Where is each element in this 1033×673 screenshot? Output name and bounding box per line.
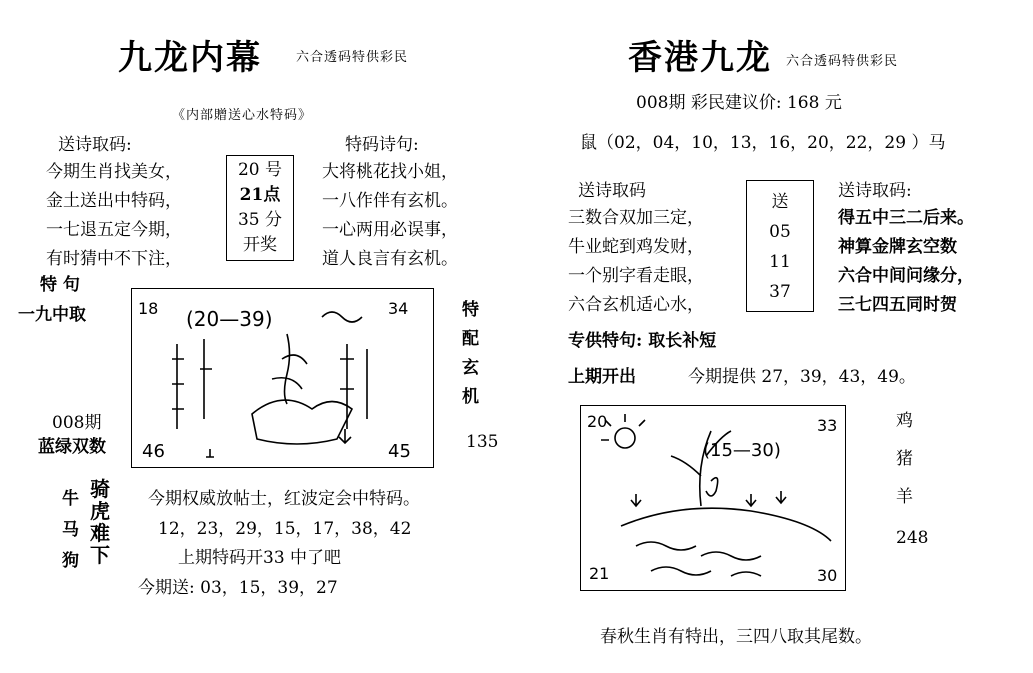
- right-hand-drawing: [580, 405, 846, 591]
- side-char: 猪: [896, 449, 913, 469]
- poem-line: 一个别字看走眼，: [568, 266, 704, 286]
- poem-line: 得五中三二后来。: [838, 208, 974, 228]
- left-poem-label: 送诗取码:: [58, 135, 132, 155]
- pic-label-tr: 34: [388, 299, 409, 318]
- side-char: 鸡: [896, 411, 913, 431]
- pic-label-tl: 18: [138, 299, 159, 318]
- pic-label-bl: 21: [589, 564, 610, 583]
- right-shu-line: 鼠（02，04，10，13，16，20，22，29 ）马: [580, 133, 946, 153]
- right-poem-right: [838, 204, 974, 320]
- right-side-num: 248: [896, 528, 929, 548]
- left-line4: 今期送: 03，15，39，27: [138, 578, 338, 598]
- left-special-poem: [322, 158, 458, 274]
- right-special: 专供特句: 取长补短: [568, 331, 717, 351]
- poem-line: 道人良言有玄机。: [322, 249, 458, 269]
- right-send-box: [746, 180, 814, 312]
- zodiac-char: 狗: [62, 551, 79, 571]
- poem-line: 神算金牌玄空数: [838, 237, 957, 257]
- left-te-ju: 特 句: [40, 275, 80, 295]
- pic-label-range: (20—39): [186, 307, 273, 331]
- left-riddle-col: [90, 478, 110, 566]
- riddle-char: 难: [90, 521, 110, 545]
- pic-label-br: 30: [817, 566, 838, 585]
- box-line: 05: [769, 222, 791, 242]
- poem-line: 三七四五同时贺: [838, 295, 957, 315]
- left-note: 《内部贈送心水特码》: [172, 108, 313, 123]
- poem-line: 六合中间问缘分，: [838, 266, 974, 286]
- box-line: 送: [771, 192, 789, 212]
- zodiac-char: 马: [62, 520, 79, 540]
- side-char: 羊: [896, 487, 913, 507]
- left-sketch-svg: [132, 289, 433, 467]
- side-char: 特: [462, 300, 479, 320]
- pic-label-br: 45: [388, 441, 411, 462]
- left-side-col: [462, 296, 479, 412]
- zodiac-char: 牛: [62, 489, 79, 509]
- left-yijiu: 一九中取: [18, 305, 86, 325]
- poem-line: 有时猜中不下注，: [46, 249, 182, 269]
- side-char: 机: [462, 387, 479, 407]
- box-line: 21点: [239, 185, 281, 205]
- right-sketch-svg: [581, 406, 845, 590]
- box-line: 11: [769, 252, 791, 272]
- poem-line: 牛业蛇到鸡发财，: [568, 237, 704, 257]
- right-side-col: [896, 402, 913, 516]
- poem-line: 六合玄机适心水，: [568, 295, 704, 315]
- poem-line: 今期生肖找美女，: [46, 162, 182, 182]
- poem-line: 三数合双加三定，: [568, 208, 704, 228]
- left-line1: 今期权威放帖士，红波定会中特码。: [148, 489, 420, 509]
- pic-label-range: (15—30): [703, 440, 781, 461]
- poem-line: 一八作伴有玄机。: [322, 191, 458, 211]
- left-side-num: 135: [466, 432, 499, 452]
- pic-label-tl: 20: [587, 412, 608, 431]
- left-zodiac-col: [62, 484, 79, 577]
- right-poem-label-right: 送诗取码:: [838, 181, 912, 201]
- left-title: 九龙内幕: [118, 38, 262, 78]
- right-last-label: 上期开出: [568, 367, 636, 387]
- riddle-char: 骑: [90, 477, 110, 501]
- left-subtitle: 六合透码特供彩民: [296, 50, 409, 65]
- box-line: 37: [769, 282, 791, 302]
- pic-label-tr: 33: [817, 416, 838, 435]
- box-line: 开奖: [243, 235, 277, 255]
- left-line2: 12，23，29，15，17，38，42: [158, 519, 412, 539]
- riddle-char: 虎: [90, 499, 110, 523]
- poem-line: 一心两用必误事，: [322, 220, 458, 240]
- poem-line: 一七退五定今期，: [46, 220, 182, 240]
- right-poem-label-left: 送诗取码: [578, 181, 646, 201]
- left-special-label: 特码诗句:: [345, 135, 419, 155]
- box-line: 35 分: [237, 210, 283, 230]
- left-poem: [46, 158, 182, 274]
- left-issue: 008期: [52, 413, 102, 433]
- right-issue-price: 008期 彩民建议价: 168 元: [636, 93, 842, 113]
- poem-line: 大将桃花找小姐，: [322, 162, 458, 182]
- right-subtitle: 六合透码特供彩民: [786, 54, 899, 69]
- side-char: 配: [462, 329, 479, 349]
- right-footer: 春秋生肖有特出，三四八取其尾数。: [600, 627, 872, 647]
- left-time-box: [226, 155, 294, 261]
- poem-line: 金土送出中特码，: [46, 191, 182, 211]
- riddle-char: 下: [90, 543, 110, 567]
- left-line3: 上期特码开33 中了吧: [178, 548, 342, 568]
- pic-label-bl: 46: [142, 441, 165, 462]
- left-hand-drawing: [131, 288, 434, 468]
- left-color-tip: 蓝绿双数: [38, 437, 106, 457]
- right-today: 今期提供 27，39，43，49。: [688, 367, 916, 387]
- side-char: 玄: [462, 358, 479, 378]
- right-title: 香港九龙: [628, 38, 772, 78]
- right-poem-left: [568, 204, 704, 320]
- box-line: 20 号: [237, 160, 283, 180]
